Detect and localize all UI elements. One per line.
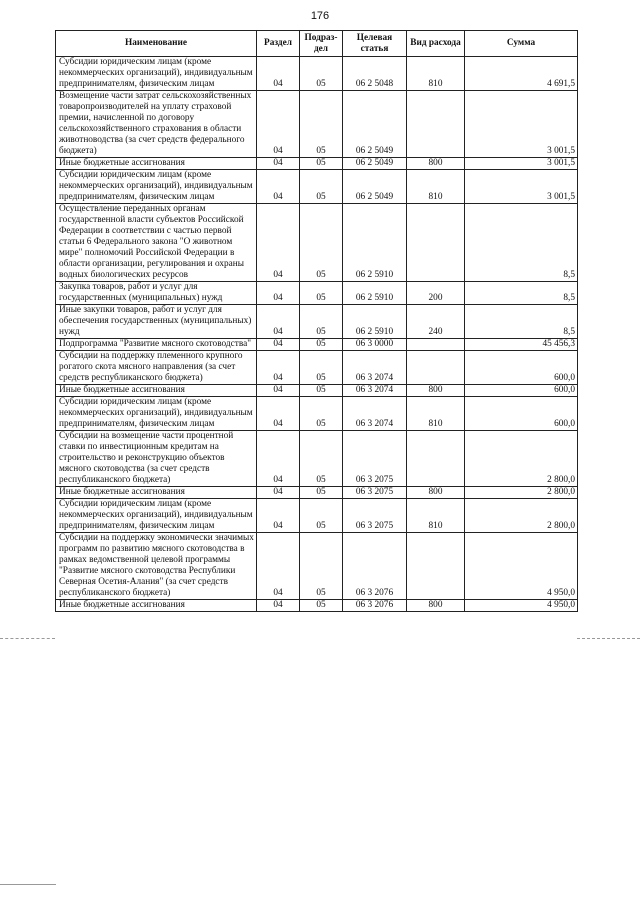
table-row — [56, 91, 578, 158]
cell-target: 06 3 2074 — [343, 351, 407, 385]
cell-section: 04 — [257, 487, 300, 499]
header-name: Наименование — [56, 31, 257, 57]
cell-target: 06 2 5910 — [343, 305, 407, 339]
cell-expense-type — [407, 533, 465, 600]
cell-expense-type: 810 — [407, 170, 465, 204]
cell-amount: 4 691,5 — [465, 57, 578, 91]
cell-name: Субсидии юридическим лицам (кроме некоммерческих организаций), индивидуальным предпринимателям, физическим лицам — [56, 397, 257, 431]
cell-target: 06 2 5049 — [343, 91, 407, 158]
cell-name: Возмещение части затрат сельскохозяйственных товаропроизводителей на уплату страховой премии, начисленной по договору сельскохозяйственного страхования в области животноводства (за счет средств федерального бюджета) — [56, 91, 257, 158]
cell-section: 04 — [257, 158, 300, 170]
cell-amount: 3 001,5 — [465, 91, 578, 158]
header-section: Раздел — [257, 31, 300, 57]
cell-amount: 4 950,0 — [465, 600, 578, 612]
cell-subsection: 05 — [300, 170, 343, 204]
cell-section: 04 — [257, 339, 300, 351]
header-target: Целевая статья — [343, 31, 407, 57]
cell-target: 06 3 2076 — [343, 533, 407, 600]
cell-expense-type: 800 — [407, 158, 465, 170]
cell-amount: 2 800,0 — [465, 487, 578, 499]
cell-name: Субсидии на поддержку экономически значимых программ по развитию мясного скотоводства в рамках ведомственной целевой программы "Развитие мясного скотоводства Республики Северная Осетия-Алания" (за счет средств республиканского бюджета) — [56, 533, 257, 600]
cut-line-left — [0, 638, 55, 639]
cell-target: 06 3 2076 — [343, 600, 407, 612]
table-header-row — [56, 31, 578, 57]
cell-expense-type: 810 — [407, 397, 465, 431]
cell-section: 04 — [257, 431, 300, 487]
budget-table — [55, 30, 578, 612]
cell-target: 06 2 5048 — [343, 57, 407, 91]
cell-subsection: 05 — [300, 431, 343, 487]
cell-subsection: 05 — [300, 57, 343, 91]
cell-section: 04 — [257, 57, 300, 91]
cell-section: 04 — [257, 397, 300, 431]
cell-expense-type: 800 — [407, 385, 465, 397]
table-row — [56, 339, 578, 351]
cell-section: 04 — [257, 91, 300, 158]
cell-amount: 2 800,0 — [465, 431, 578, 487]
cell-name: Субсидии на возмещение части процентной ставки по инвестиционным кредитам на строительство и реконструкцию объектов мясного скотоводства (за счет средств республиканского бюджета) — [56, 431, 257, 487]
cell-section: 04 — [257, 351, 300, 385]
page-number: 176 — [310, 10, 330, 22]
cell-amount: 600,0 — [465, 385, 578, 397]
cell-expense-type: 800 — [407, 487, 465, 499]
cell-target: 06 3 2074 — [343, 397, 407, 431]
cell-amount: 3 001,5 — [465, 158, 578, 170]
cell-expense-type — [407, 91, 465, 158]
cell-subsection: 05 — [300, 91, 343, 158]
cell-expense-type — [407, 351, 465, 385]
cell-section: 04 — [257, 305, 300, 339]
header-amount: Сумма — [465, 31, 578, 57]
table-row — [56, 305, 578, 339]
cell-target: 06 3 0000 — [343, 339, 407, 351]
cell-target: 06 3 2074 — [343, 385, 407, 397]
cell-amount: 8,5 — [465, 305, 578, 339]
cell-subsection: 05 — [300, 533, 343, 600]
cell-target: 06 2 5049 — [343, 170, 407, 204]
table-row — [56, 158, 578, 170]
cell-expense-type: 200 — [407, 282, 465, 305]
cell-subsection: 05 — [300, 339, 343, 351]
cell-amount: 45 456,3 — [465, 339, 578, 351]
table-row — [56, 487, 578, 499]
cell-section: 04 — [257, 600, 300, 612]
cell-amount: 600,0 — [465, 397, 578, 431]
cell-name: Иные закупки товаров, работ и услуг для обеспечения государственных (муниципальных) нужд — [56, 305, 257, 339]
cell-name: Субсидии юридическим лицам (кроме некоммерческих организаций), индивидуальным предпринимателям, физическим лицам — [56, 57, 257, 91]
table-row — [56, 57, 578, 91]
cell-expense-type: 810 — [407, 499, 465, 533]
table-row — [56, 282, 578, 305]
cell-amount: 2 800,0 — [465, 499, 578, 533]
cell-target: 06 2 5910 — [343, 204, 407, 282]
cell-target: 06 2 5910 — [343, 282, 407, 305]
cell-subsection: 05 — [300, 305, 343, 339]
header-subsection: Подраз-дел — [300, 31, 343, 57]
cell-expense-type — [407, 339, 465, 351]
cell-amount: 8,5 — [465, 204, 578, 282]
cell-subsection: 05 — [300, 351, 343, 385]
cell-section: 04 — [257, 385, 300, 397]
table-row — [56, 431, 578, 487]
cell-name: Подпрограмма "Развитие мясного скотоводства" — [56, 339, 257, 351]
cell-amount: 600,0 — [465, 351, 578, 385]
table-row — [56, 385, 578, 397]
table-body — [56, 57, 578, 612]
cell-name: Иные бюджетные ассигнования — [56, 487, 257, 499]
cell-subsection: 05 — [300, 397, 343, 431]
cell-name: Иные бюджетные ассигнования — [56, 600, 257, 612]
table-row — [56, 397, 578, 431]
cell-target: 06 2 5049 — [343, 158, 407, 170]
cell-subsection: 05 — [300, 282, 343, 305]
cell-subsection: 05 — [300, 499, 343, 533]
cell-subsection: 05 — [300, 158, 343, 170]
cell-name: Иные бюджетные ассигнования — [56, 158, 257, 170]
cut-line-right — [577, 638, 640, 639]
cell-amount: 4 950,0 — [465, 533, 578, 600]
cell-target: 06 3 2075 — [343, 487, 407, 499]
cell-section: 04 — [257, 170, 300, 204]
table-row — [56, 499, 578, 533]
cell-name: Субсидии юридическим лицам (кроме некоммерческих организаций), индивидуальным предпринимателям, физическим лицам — [56, 499, 257, 533]
bottom-edge-mark — [0, 884, 56, 885]
cell-name: Субсидии на поддержку племенного крупного рогатого скота мясного направления (за счет средств республиканского бюджета) — [56, 351, 257, 385]
cell-target: 06 3 2075 — [343, 499, 407, 533]
cell-name: Субсидии юридическим лицам (кроме некоммерческих организаций), индивидуальным предпринимателям, физическим лицам — [56, 170, 257, 204]
cell-subsection: 05 — [300, 204, 343, 282]
table-row — [56, 351, 578, 385]
cell-subsection: 05 — [300, 600, 343, 612]
table-row — [56, 204, 578, 282]
cell-name: Иные бюджетные ассигнования — [56, 385, 257, 397]
cell-section: 04 — [257, 533, 300, 600]
cell-amount: 3 001,5 — [465, 170, 578, 204]
header-expense-type: Вид расхода — [407, 31, 465, 57]
cell-section: 04 — [257, 499, 300, 533]
cell-section: 04 — [257, 282, 300, 305]
cell-expense-type: 800 — [407, 600, 465, 612]
cell-target: 06 3 2075 — [343, 431, 407, 487]
cell-amount: 8,5 — [465, 282, 578, 305]
cell-section: 04 — [257, 204, 300, 282]
cell-name: Закупка товаров, работ и услуг для государственных (муниципальных) нужд — [56, 282, 257, 305]
cell-subsection: 05 — [300, 487, 343, 499]
cell-expense-type: 810 — [407, 57, 465, 91]
cell-expense-type: 240 — [407, 305, 465, 339]
cell-expense-type — [407, 431, 465, 487]
cell-subsection: 05 — [300, 385, 343, 397]
table-row — [56, 533, 578, 600]
cell-name: Осуществление переданных органам государственной власти субъектов Российской Федерации в соответствии с частью первой статьи 6 Федерального закона "О животном мире" полномочий Российской Федерации в области организации, регулирования и охраны водных биологических ресурсов — [56, 204, 257, 282]
table-row — [56, 600, 578, 612]
cell-expense-type — [407, 204, 465, 282]
table-row — [56, 170, 578, 204]
